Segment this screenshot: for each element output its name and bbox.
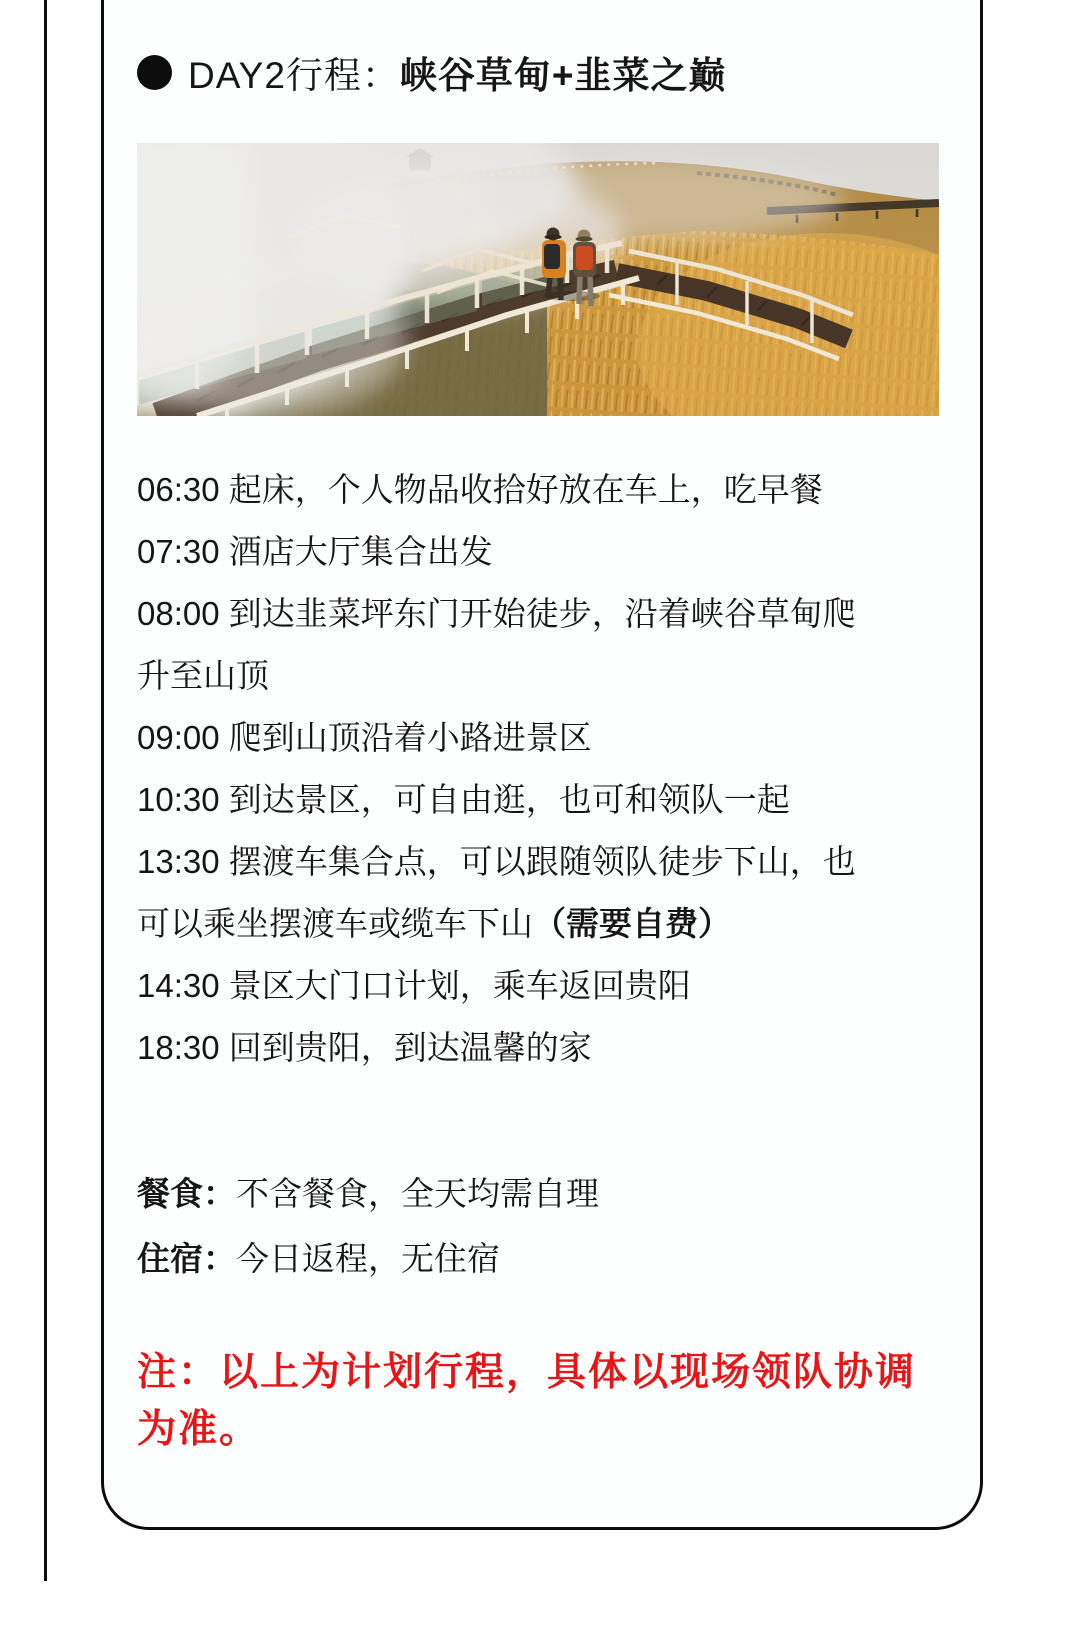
itinerary-photo [137,143,939,416]
schedule-item: 07:30 酒店大厅集合出发 [137,533,493,570]
trip-note: 注：以上为计划行程，具体以现场领队协调为准。 [137,1351,917,1451]
schedule-item: 18:30 回到贵阳，到达温馨的家 [137,1029,592,1066]
page-edge-line [44,0,47,1581]
day-title-prefix: DAY2行程： [188,55,400,96]
meals-value: 不含餐食，全天均需自理 [236,1175,599,1212]
day-title-highlight: 峡谷草甸+韭菜之巅 [399,55,727,96]
meals-label: 餐食： [137,1175,236,1212]
lodging-value: 今日返程，无住宿 [236,1240,500,1277]
lodging-row [137,1226,937,1291]
schedule-item: 06:30 起床，个人物品收拾好放在车上，吃早餐 [137,471,823,508]
day-title [137,48,937,96]
schedule-list [137,459,882,1079]
schedule-item: 08:00 到达韭菜坪东门开始徒步，沿着峡谷草甸爬升至山顶 [137,595,856,694]
schedule-item: 13:30 摆渡车集合点，可以跟随领队徒步下山，也可以乘坐摆渡车或缆车下山（需要自费） [137,843,856,942]
bullet-icon [137,55,172,90]
meta-info [137,1161,937,1291]
schedule-item: 09:00 爬到山顶沿着小路进景区 [137,719,592,756]
itinerary-card [101,0,983,1530]
schedule-item: 14:30 景区大门口计划，乘车返回贵阳 [137,967,691,1004]
lodging-label: 住宿： [137,1240,236,1277]
schedule-item: 10:30 到达景区，可自由逛，也可和领队一起 [137,781,790,818]
meals-row [137,1161,937,1226]
